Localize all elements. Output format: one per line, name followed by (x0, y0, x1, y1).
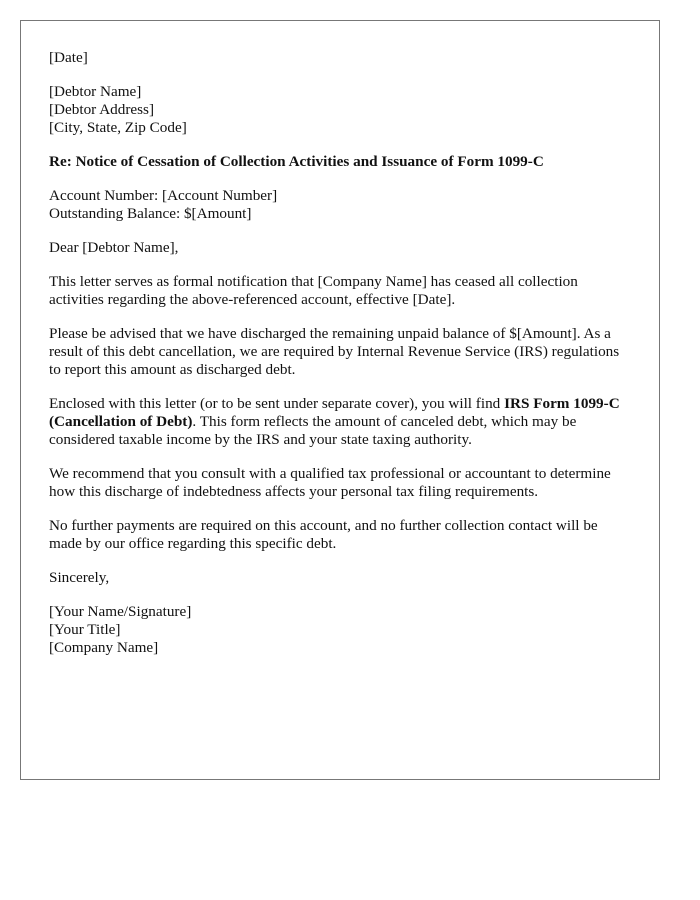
signature-company: [Company Name] (49, 639, 159, 656)
signature-name: [Your Name/Signature] (49, 603, 192, 620)
recipient-block (49, 83, 633, 137)
letter-date: [Date] (49, 49, 88, 66)
form-1099c-name: IRS Form 1099-C (Cancellation of Debt) (49, 395, 620, 430)
signature-block (49, 603, 633, 657)
paragraph-discharge: Please be advised that we have discharged the remaining unpaid balance of $[Amount]. As a result of this debt cancellation, we are required by Internal Revenue Service (IRS) regulations to report this amount as discharged debt. (49, 325, 620, 378)
paragraph-form-1099c-intro: Enclosed with this letter (or to be sent under separate cover), you will find (49, 395, 505, 412)
letter-content (49, 49, 633, 673)
paragraph-form-1099c (49, 395, 633, 449)
recipient-name: [Debtor Name] (49, 83, 142, 100)
paragraph-form-1099c-detail: . This form reflects the amount of canceled debt, which may be considered taxable income by the IRS and your state taxing authority. (49, 413, 577, 448)
recipient-city-state-zip: [City, State, Zip Code] (49, 119, 187, 136)
paragraph-cessation: This letter serves as formal notification that [Company Name] has ceased all collection activities regarding the above-referenced account, effective [Date]. (49, 273, 578, 308)
closing: Sincerely, (49, 569, 110, 586)
account-number: Account Number: [Account Number] (49, 187, 278, 204)
outstanding-balance: Outstanding Balance: $[Amount] (49, 205, 252, 222)
recipient-address: [Debtor Address] (49, 101, 155, 118)
paragraph-no-further-payments: No further payments are required on this account, and no further collection contact will be made by our office regarding this specific debt. (49, 517, 598, 552)
letter-page (20, 20, 660, 780)
paragraph-tax-advice: We recommend that you consult with a qualified tax professional or accountant to determine how this discharge of indebtedness affects your personal tax filing requirements. (49, 465, 611, 500)
subject-line: Re: Notice of Cessation of Collection Activities and Issuance of Form 1099-C (49, 153, 544, 170)
account-block (49, 187, 633, 223)
date-block (49, 49, 633, 67)
signature-title: [Your Title] (49, 621, 121, 638)
salutation: Dear [Debtor Name], (49, 239, 179, 256)
